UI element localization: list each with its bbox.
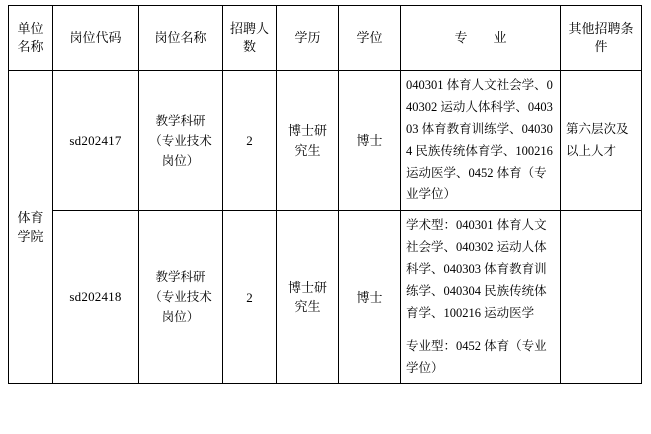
document-page xyxy=(0,5,651,434)
cell-job-post: 教学科研（专业技术岗位） xyxy=(139,71,223,211)
column-header-count: 招聘人数 xyxy=(223,6,277,71)
cell-job-code: sd202418 xyxy=(53,211,139,384)
table-row xyxy=(9,71,642,211)
column-header-other: 其他招聘条件 xyxy=(561,6,642,71)
cell-job-code: sd202417 xyxy=(53,71,139,211)
cell-recruit-count: 2 xyxy=(223,211,277,384)
table-row xyxy=(9,211,642,384)
cell-other-conditions: 第六层次及以上人才 xyxy=(561,71,642,211)
table-header xyxy=(9,6,642,71)
column-header-education: 学历 xyxy=(277,6,339,71)
cell-degree: 博士 xyxy=(339,71,401,211)
cell-job-post: 教学科研（专业技术岗位） xyxy=(139,211,223,384)
cell-major xyxy=(401,71,561,211)
table-header-row xyxy=(9,6,642,71)
cell-other-conditions xyxy=(561,211,642,384)
major-paragraph: 学术型：040301 体育人文社会学、040302 运动人体科学、040303 体育教育训练学、040304 民族传统体育学、100216 运动医学 xyxy=(406,218,547,320)
table-body xyxy=(9,71,642,384)
column-header-code: 岗位代码 xyxy=(53,6,139,71)
cell-unit-name: 体育学院 xyxy=(9,71,53,384)
major-paragraph: 040301 体育人文社会学、040302 运动人体科学、040303 体育教育训练学、040304 民族传统体育学、100216 运动医学、0452 体育（专业学位） xyxy=(406,78,553,202)
cell-education: 博士研究生 xyxy=(277,211,339,384)
cell-education: 博士研究生 xyxy=(277,71,339,211)
column-header-degree: 学位 xyxy=(339,6,401,71)
column-header-major: 专 业 xyxy=(401,6,561,71)
major-paragraph: 专业型：0452 体育（专业学位） xyxy=(406,338,547,375)
cell-recruit-count: 2 xyxy=(223,71,277,211)
column-header-post: 岗位名称 xyxy=(139,6,223,71)
cell-major xyxy=(401,211,561,384)
cell-degree: 博士 xyxy=(339,211,401,384)
column-header-unit: 单位名称 xyxy=(9,6,53,71)
recruitment-table xyxy=(8,5,642,384)
